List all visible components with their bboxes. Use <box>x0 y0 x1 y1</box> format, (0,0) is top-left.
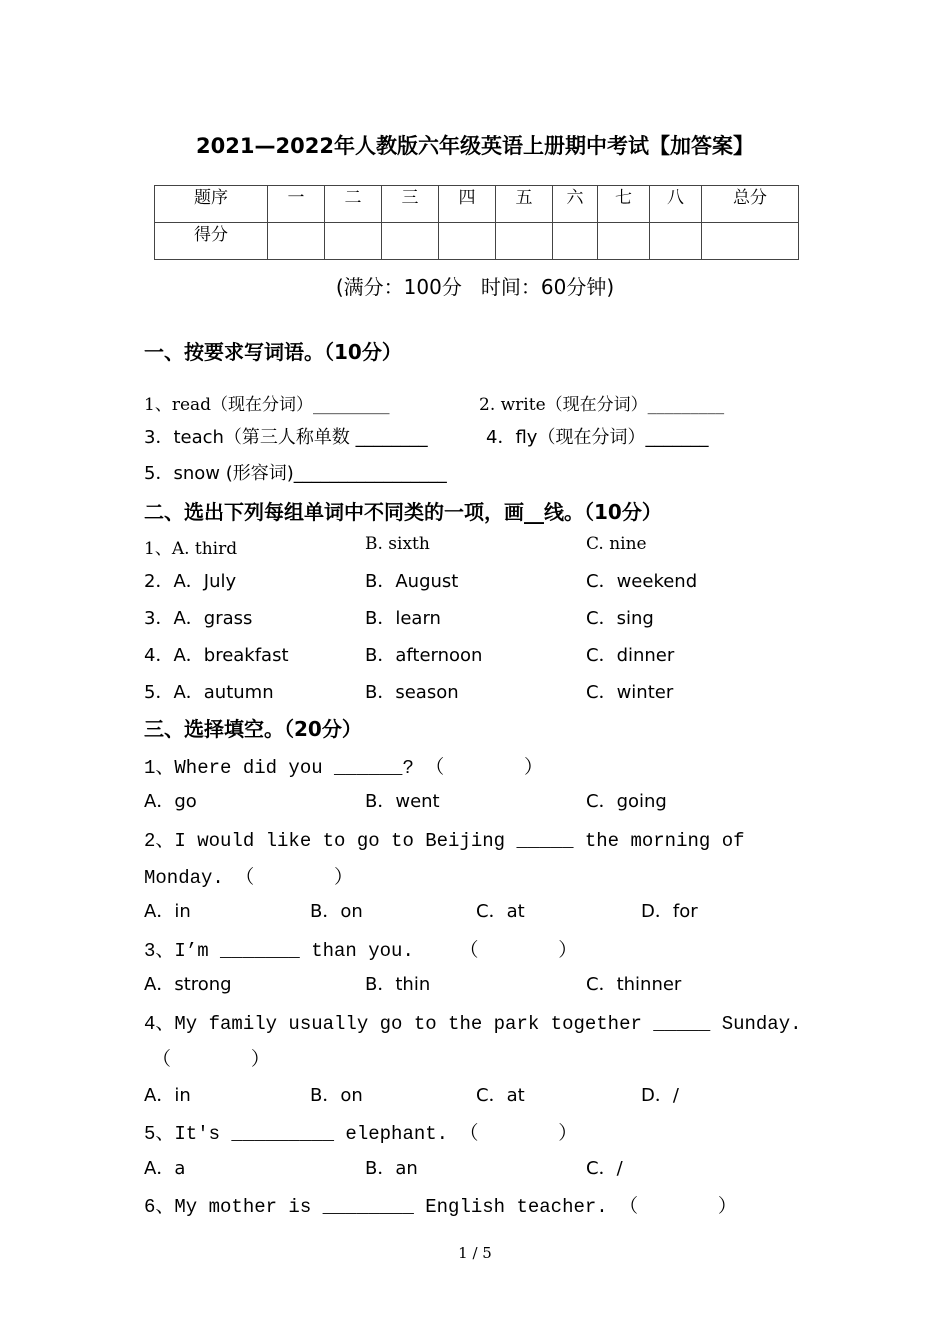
section1-question: 1、read（现在分词）_________ <box>144 395 390 415</box>
section3-option: A．go <box>144 791 197 812</box>
score-cell[interactable] <box>702 223 799 260</box>
section3-option: D．for <box>641 901 698 922</box>
section3-option: A．a <box>144 1158 186 1179</box>
section2-option: B．season <box>365 682 459 703</box>
section3-option: B．went <box>365 791 440 812</box>
score-cell[interactable] <box>496 223 553 260</box>
section2-option: 3．A．grass <box>144 608 253 629</box>
page-number: 1 / 5 <box>458 1244 492 1262</box>
section3-option: D．/ <box>641 1085 679 1106</box>
exam-note: (满分：100分 时间：60分钟) <box>335 275 615 299</box>
section2-option: C．sing <box>586 608 654 629</box>
score-cell[interactable] <box>325 223 382 260</box>
section3-question: 2、I would like to go to Beijing _____ the morning of <box>144 830 745 852</box>
section3-option: C．/ <box>586 1158 623 1179</box>
section3-option: C．thinner <box>586 974 682 995</box>
score-table-header-cell: 四 <box>439 186 496 223</box>
section1-heading: 一、按要求写词语。（10分） <box>144 340 402 364</box>
section2-option: B．learn <box>365 608 441 629</box>
section3-question: 4、My family usually go to the park together _____ Sunday. <box>144 1013 802 1035</box>
score-table-header-cell: 题序 <box>155 186 268 223</box>
section2-option: 1、A. third <box>144 539 238 559</box>
section2-heading: 二、选出下列每组单词中不同类的一项，画__线。（10分） <box>144 500 662 524</box>
score-table-score-row <box>155 223 799 260</box>
section2-option: C．winter <box>586 682 674 703</box>
score-cell[interactable] <box>650 223 702 260</box>
section2-option: B．afternoon <box>365 645 483 666</box>
section3-question: 5、It's _________ elephant. （ ） <box>144 1123 578 1145</box>
score-cell[interactable] <box>553 223 598 260</box>
section3-option: B．an <box>365 1158 418 1179</box>
section3-question: Monday. （ ） <box>144 867 354 889</box>
section2-option: B．August <box>365 571 459 592</box>
section3-option: C．going <box>586 791 667 812</box>
section2-option: 5．A．autumn <box>144 682 274 703</box>
section3-option: A．strong <box>144 974 232 995</box>
section2-option: B. sixth <box>365 534 430 554</box>
section2-option: 2．A．July <box>144 571 237 592</box>
section3-option: B．on <box>310 901 363 922</box>
score-table-header-row <box>155 186 799 223</box>
section3-question: （ ） <box>152 1049 270 1071</box>
section3-option: C．at <box>476 1085 525 1106</box>
section3-option: C．at <box>476 901 525 922</box>
score-cell[interactable] <box>268 223 325 260</box>
score-table-header-cell: 三 <box>382 186 439 223</box>
score-table-header-cell: 五 <box>496 186 553 223</box>
score-table-header-cell: 一 <box>268 186 325 223</box>
section1-question: 5．snow (形容词)_________________ <box>144 463 447 484</box>
score-table-header-cell: 二 <box>325 186 382 223</box>
section3-heading: 三、选择填空。（20分） <box>144 717 362 741</box>
score-cell[interactable] <box>439 223 496 260</box>
score-table-header-cell: 七 <box>598 186 650 223</box>
score-cell[interactable] <box>598 223 650 260</box>
section3-option: B．on <box>310 1085 363 1106</box>
section3-question: 6、My mother is ________ English teacher. （ ） <box>144 1196 737 1218</box>
score-table-row-label: 得分 <box>155 223 268 260</box>
score-table <box>154 185 799 260</box>
score-table-header-cell: 八 <box>650 186 702 223</box>
section2-option: C．weekend <box>586 571 698 592</box>
section1-question: 3．teach（第三人称单数 ________ <box>144 427 428 448</box>
section3-option: B．thin <box>365 974 431 995</box>
section3-question: 1、Where did you ______? （ ） <box>144 757 544 779</box>
score-table-header-cell: 总分 <box>702 186 799 223</box>
section2-option: C. nine <box>586 534 647 554</box>
section1-question: 4．fly（现在分词）_______ <box>486 427 709 448</box>
score-table-header-cell: 六 <box>553 186 598 223</box>
section3-option: A．in <box>144 1085 191 1106</box>
section3-option: A．in <box>144 901 191 922</box>
page-title: 2021—2022年人教版六年级英语上册期中考试【加答案】 <box>196 134 754 158</box>
section2-option: C．dinner <box>586 645 675 666</box>
score-cell[interactable] <box>382 223 439 260</box>
section1-question: 2. write（现在分词）_________ <box>479 395 725 415</box>
section3-question: 3、I’m _______ than you. （ ） <box>144 940 578 962</box>
section2-option: 4．A．breakfast <box>144 645 289 666</box>
